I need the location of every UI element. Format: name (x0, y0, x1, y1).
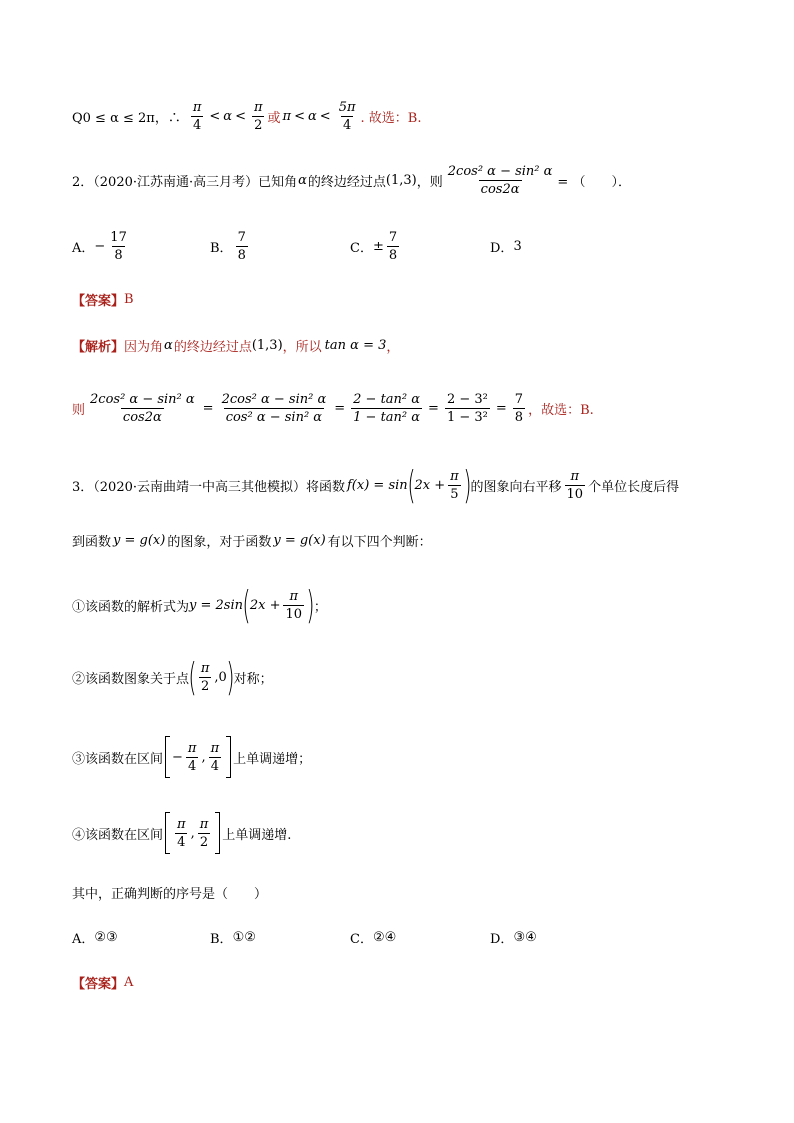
question-3-ask: 其中，正确判断的序号是（ ） (72, 887, 268, 902)
q3-option-a[interactable]: A． ②③ (72, 930, 118, 947)
option-c[interactable]: C． ± $\frac{7}{8}$ (350, 230, 398, 263)
fraction-5pi-4: $\frac{5\pi}{4}$ (338, 100, 356, 133)
q3-option-d[interactable]: D． ③④ (490, 930, 537, 947)
top-prefix: Q0 ≤ α ≤ 2π，∴ (72, 111, 181, 126)
question-2-answer: 【答案】 B (72, 292, 134, 309)
question-3-stem-line-1: 3．（2020·云南曲靖一中高三其他模拟）将函数 f(x) = sin ( 2x + $\frac{\pi}{5}$ ) 的图象向右平移 $\frac{\pi}{10}$ 个单位长度后得 (72, 463, 680, 507)
fraction-pi-4: $\frac{\pi}{4}$ (192, 100, 202, 133)
option-d[interactable]: D． 3 (490, 239, 522, 256)
question-2-expression: $\frac{\text{2cos² α − sin² α}}{\cos 2\alpha}$ (447, 164, 553, 197)
question-2-stem: 2．（2020·江苏南通·高三月考）已知角 α 的终边经过点 (1,3) ，则 $\frac{\text{2cos² α − sin² α}}{\cos 2\alpha}$ = （ ）． (72, 164, 631, 197)
option-b[interactable]: B． $\frac{7}{8}$ (210, 230, 246, 263)
option-a[interactable]: A． − $\frac{17}{8}$ (72, 230, 127, 263)
judgment-3: ③该函数在区间 − $\frac{\pi}{4}$ , $\frac{\pi}{4}$ 上单调递增； (72, 736, 311, 778)
question-3-options (72, 928, 537, 947)
judgment-4: ④该函数在区间 $\frac{\pi}{4}$ , $\frac{\pi}{2}$ 上单调递增. (72, 812, 291, 854)
fraction-pi-2: $\frac{\pi}{2}$ (253, 100, 263, 133)
q3-option-b[interactable]: B． ①② (210, 930, 256, 947)
question-3-answer: 【答案】 A (72, 975, 134, 992)
question-2-options (72, 230, 522, 263)
judgment-1: ①该函数的解析式为 y = 2sin ( 2x + $\frac{\pi}{10}$ ) ； (72, 583, 327, 627)
q3-option-c[interactable]: C． ②④ (350, 930, 397, 947)
question-2-derivation: 则 $\frac{\text{2cos² α − sin² α}}{\cos 2\alpha}$ = $\frac{\text{2cos² α − sin² α}}{\text{cos² α − sin² α}}$ = $\frac{\text{2 − tan² α}}{\text{1 − tan² α}}$ = $\frac{\text{2 − 3²}}{\text{1 − 3²}}$ = $\frac{7}{8}$ ，故选：B. (72, 392, 594, 425)
judgment-2: ②该函数图象关于点 ( $\frac{\pi}{2}$ ,0 ) 对称； (72, 655, 273, 699)
question-2-analysis: 【解析】 因为角 α 的终边经过点 (1,3) ，所以 tan α = 3 ， (72, 338, 400, 355)
question-3-stem-line-2: 到函数 y = g(x) 的图象，对于函数 y = g(x) 有以下四个判断： (72, 533, 432, 550)
top-solution-line: Q0 ≤ α ≤ 2π，∴ $\frac{\pi}{4}$ < α < $\frac{\pi}{2}$ 或 π < α < $\frac{5\pi}{4}$ . 故选：B. (72, 100, 422, 133)
